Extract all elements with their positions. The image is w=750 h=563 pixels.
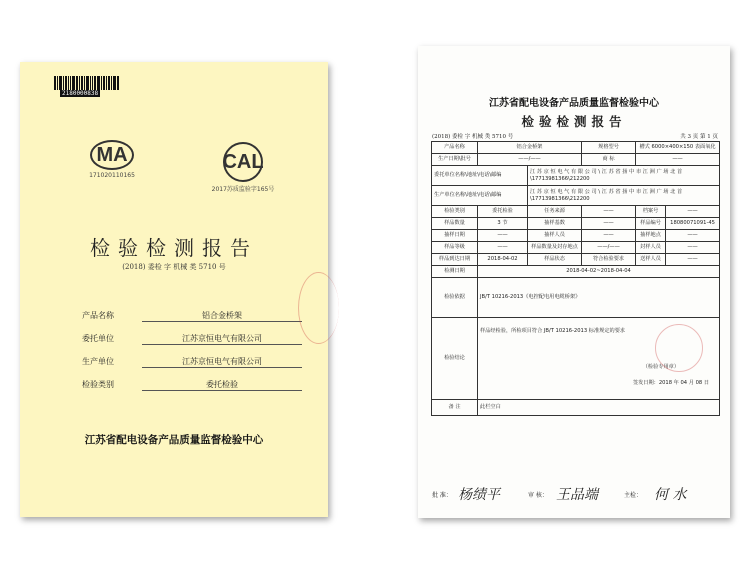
field-label: 委托单位: [82, 334, 114, 343]
cell-label: 检验结论: [432, 318, 478, 400]
field-value: 江苏京恒电气有限公司: [142, 333, 302, 345]
cell-value: ——: [666, 230, 720, 242]
review-signature: 王品端: [556, 487, 598, 503]
cell-value: ——: [666, 206, 720, 218]
cell-label: 生产单位名称\地址\电话\邮编: [432, 186, 528, 206]
cell-value: ——: [666, 242, 720, 254]
cma-mark: MA: [90, 140, 134, 170]
cell-label: 抽样日期: [432, 230, 478, 242]
conclusion-text: 样品经检验，所检项目符合 JB/T 10216-2013 标准规定的要求: [480, 328, 626, 334]
cell-label: 商 标: [582, 154, 636, 166]
cell-value: 符合检验要求: [582, 254, 636, 266]
cell-label: 抽样地点: [636, 230, 666, 242]
issue-date: 签发日期：2018 年 04 月 08 日: [632, 380, 710, 386]
cover-organization: 江苏省配电设备产品质量监督检验中心: [84, 434, 264, 446]
test-label: 主检：: [624, 492, 643, 499]
table-row: [432, 242, 720, 254]
table-row: [432, 154, 720, 166]
table-row: [432, 206, 720, 218]
table-row: [432, 266, 720, 278]
cell-label: 抽样人员: [528, 230, 582, 242]
inspection-seal-stamp: [655, 324, 703, 372]
cal-logo: [198, 142, 288, 193]
cell-value: 铝合金桥架: [478, 142, 582, 154]
test-signature: 何 水: [654, 487, 687, 503]
cell-label: 样品等级: [432, 242, 478, 254]
field-label: 检验类别: [82, 380, 114, 389]
cell-value: ——: [582, 206, 636, 218]
cell-label: 备 注: [432, 400, 478, 416]
cell-value: JB/T 10216-2013《电控配电用电缆桥架》: [478, 278, 720, 318]
table-row: [432, 186, 720, 206]
cell-label: 送样人员: [636, 254, 666, 266]
cal-code: 2017苏质监验字165号: [211, 186, 275, 193]
cell-value: 18080071091-45: [666, 218, 720, 230]
cell-label: 产品名称: [432, 142, 478, 154]
report-organization: 江苏省配电设备产品质量监督检验中心: [489, 98, 659, 109]
report-table: [431, 141, 720, 416]
cell-label: 封样人员: [636, 242, 666, 254]
page-indicator: 共 3 页 第 1 页: [680, 134, 718, 140]
table-row: [432, 218, 720, 230]
cell-value: ——: [636, 154, 720, 166]
table-row: [432, 166, 720, 186]
barcode: [54, 76, 134, 90]
cell-label: 规格型号: [582, 142, 636, 154]
report-title: 检验检测报告: [521, 114, 627, 129]
cell-value: ——: [582, 230, 636, 242]
cell-value: ——: [582, 218, 636, 230]
field-value: 江苏京恒电气有限公司: [142, 356, 302, 368]
cell-label: 样品数量及封存地点: [528, 242, 582, 254]
cell-value: ——: [478, 242, 528, 254]
stamp-note: （检验专用章）: [642, 364, 680, 370]
cell-value: 此栏空白: [478, 400, 720, 416]
table-row: [432, 142, 720, 154]
cell-value: 江 苏 京 恒 电 气 有 限 公 司 \ 江 苏 省 扬 中 市 江 洲 广 场 北 首 \17713981366\212200: [528, 166, 720, 186]
cell-value: 3 节: [478, 218, 528, 230]
table-row: [432, 278, 720, 318]
cell-value: 2018-04-02~2018-04-04: [478, 266, 720, 278]
review-label: 审 核：: [528, 492, 548, 499]
cell-value: ——/——: [582, 242, 636, 254]
approve-signature: 杨绩平: [458, 487, 500, 503]
cma-code: 171020110165: [89, 172, 135, 179]
approve-label: 批 准：: [432, 492, 452, 499]
table-row: [432, 230, 720, 242]
cell-label: 委托单位名称\地址\电话\邮编: [432, 166, 528, 186]
cell-label: 检验依据: [432, 278, 478, 318]
field-value: 铝合金桥架: [142, 310, 302, 322]
field-value: 委托检验: [142, 379, 302, 391]
cell-value: 委托检验: [478, 206, 528, 218]
cell-label: 检测日期: [432, 266, 478, 278]
cover-title: 检验检测报告: [90, 236, 258, 260]
table-row: [432, 318, 720, 400]
report-cover-page: [20, 62, 328, 517]
cell-label: 样品状态: [528, 254, 582, 266]
report-number: (2018) 委检 字 机械 类 5710 号: [432, 134, 514, 140]
cell-value: ——: [666, 254, 720, 266]
red-seal-stamp: [298, 272, 339, 344]
cover-field-product: [82, 310, 302, 324]
cell-value: ——: [478, 230, 528, 242]
cell-label: 档案号: [636, 206, 666, 218]
cover-field-test-type: [82, 379, 302, 393]
cell-label: 样品编号: [636, 218, 666, 230]
cell-value: 槽式 6000×400×150 表面氧化: [636, 142, 720, 154]
cover-field-maker: [82, 356, 302, 370]
cover-report-number: (2018) 委检 字 机械 类 5710 号: [122, 263, 226, 271]
cover-field-client: [82, 333, 302, 347]
field-label: 生产单位: [82, 357, 114, 366]
cell-label: 任务来源: [528, 206, 582, 218]
table-row: [432, 254, 720, 266]
table-row: [432, 400, 720, 416]
cell-value: ——/——: [478, 154, 582, 166]
cell-label: 样品到达日期: [432, 254, 478, 266]
cal-mark: CAL: [223, 142, 263, 182]
cell-label: 生产日期\批号: [432, 154, 478, 166]
cma-logo: [82, 140, 142, 179]
report-first-page: [418, 46, 730, 518]
conclusion-cell: [478, 318, 720, 400]
cell-value: 江 苏 京 恒 电 气 有 限 公 司 \ 江 苏 省 扬 中 市 江 洲 广 场 北 首 \17713981366\212200: [528, 186, 720, 206]
field-label: 产品名称: [82, 311, 114, 320]
cell-label: 检验类别: [432, 206, 478, 218]
cell-value: 2018-04-02: [478, 254, 528, 266]
cell-label: 抽样基数: [528, 218, 582, 230]
barcode-number: 2180000838: [62, 90, 99, 97]
cell-label: 样品数量: [432, 218, 478, 230]
